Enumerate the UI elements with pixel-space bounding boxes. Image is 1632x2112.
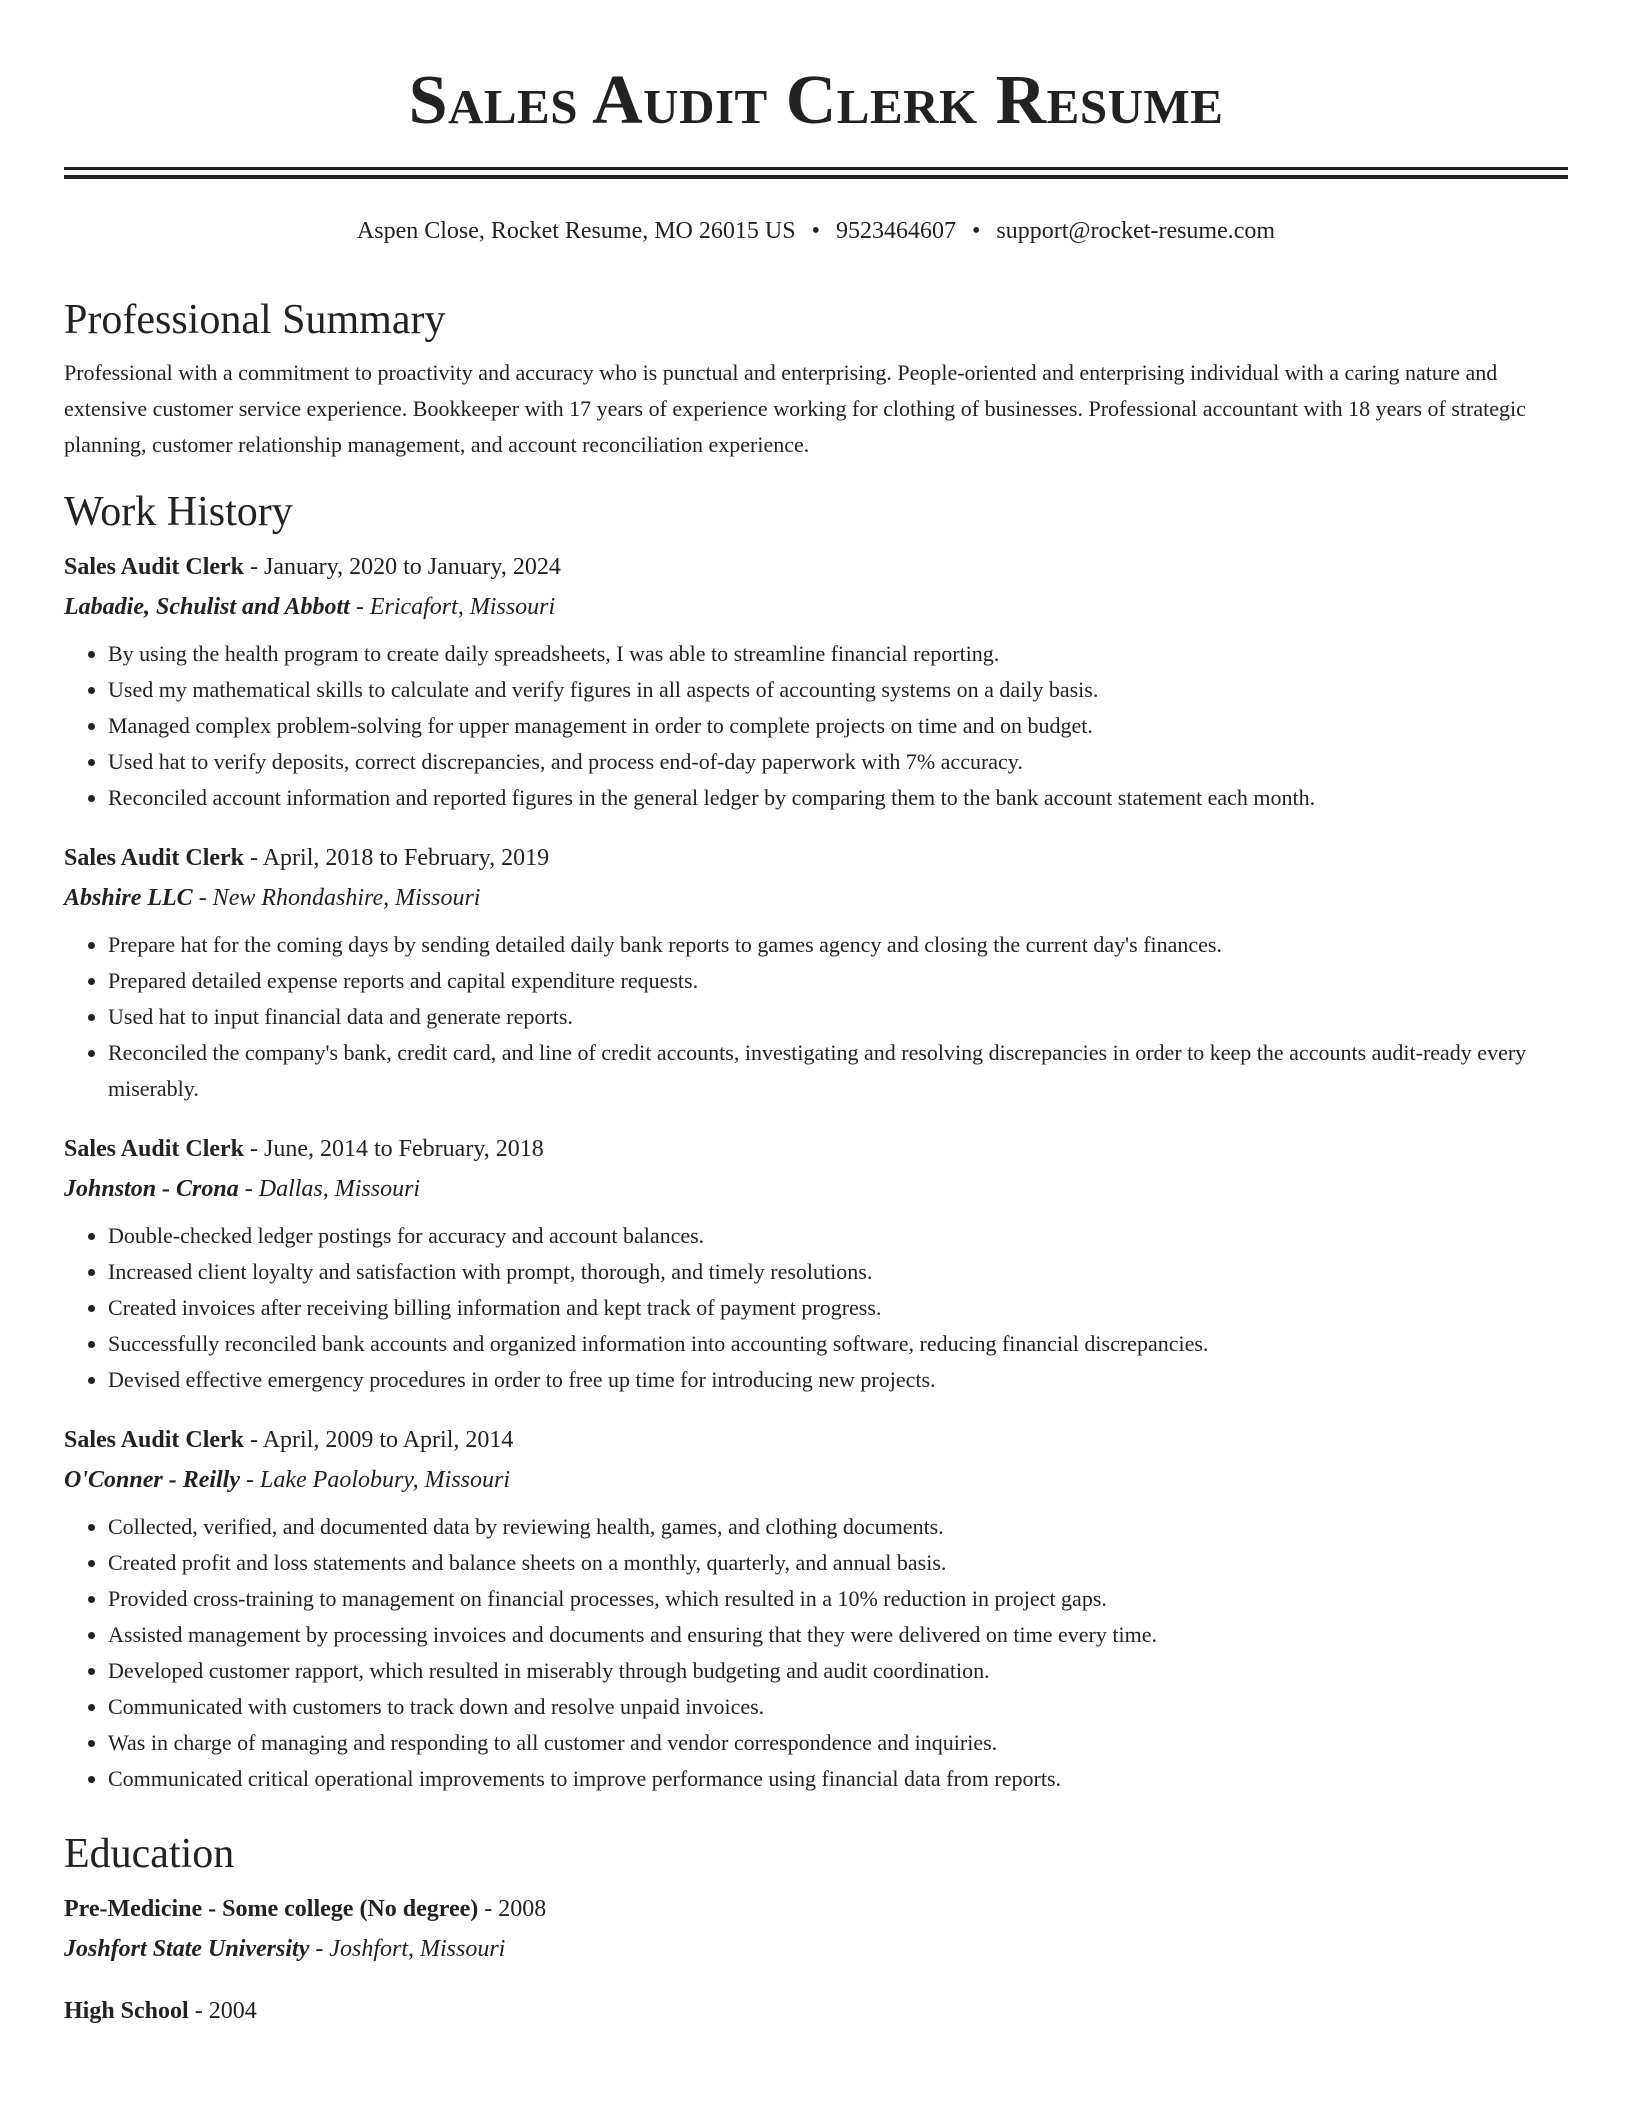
job-entry (64, 1129, 1568, 1398)
job-bullet: • Reconciled account information and reported figures in the general ledger by comparing them to the bank account statement each month. (108, 780, 1568, 816)
job-bullet: • Communicated with customers to track down and resolve unpaid invoices. (108, 1689, 1568, 1725)
job-bullet-list (64, 1509, 1568, 1797)
job-dates: - April, 2009 to April, 2014 (244, 1427, 514, 1453)
section-heading-work-history: Work History (64, 489, 293, 535)
job-entry (64, 1420, 1568, 1797)
job-title: Sales Audit Clerk (64, 1427, 245, 1453)
job-bullet: • Collected, verified, and documented data by reviewing health, games, and clothing documents. (108, 1509, 1568, 1545)
job-bullet-list (64, 927, 1568, 1107)
education-degree: Pre-Medicine - Some college (No degree) (64, 1896, 479, 1922)
job-bullet: • Used my mathematical skills to calculate and verify figures in all aspects of accounting systems on a daily basis. (108, 672, 1568, 708)
education-location: - Joshfort, Missouri (309, 1936, 506, 1962)
job-bullet-list (64, 1218, 1568, 1398)
job-bullet: • Communicated critical operational improvements to improve performance using financial data from reports. (108, 1761, 1568, 1797)
job-bullet: • Used hat to verify deposits, correct discrepancies, and process end-of-day paperwork with 7% accuracy. (108, 744, 1568, 780)
job-bullet: • Developed customer rapport, which resulted in miserably through budgeting and audit coordination. (108, 1653, 1568, 1689)
job-title: Sales Audit Clerk (64, 845, 245, 871)
job-location: - New Rhondashire, Missouri (192, 885, 481, 911)
job-bullet: • Prepare hat for the coming days by sending detailed daily bank reports to games agency and closing the current day's finances. (108, 927, 1568, 963)
job-bullet: • Provided cross-training to management on financial processes, which resulted in a 10% reduction in project gaps. (108, 1581, 1568, 1617)
job-location: - Dallas, Missouri (238, 1176, 421, 1202)
professional-summary-section (64, 285, 1568, 463)
job-company: Johnston - Crona (64, 1176, 239, 1202)
education-entry (64, 1991, 1568, 2031)
job-bullet: • Reconciled the company's bank, credit card, and line of credit accounts, investigating and resolving discrepancies in order to keep the accounts audit-ready every miserably. (108, 1035, 1568, 1107)
job-dates: - June, 2014 to February, 2018 (244, 1136, 544, 1162)
job-bullet: • By using the health program to create daily spreadsheets, I was able to streamline financial reporting. (108, 636, 1568, 672)
job-bullet: • Prepared detailed expense reports and capital expenditure requests. (108, 963, 1568, 999)
education-degree-line (64, 1991, 1568, 2031)
job-company-line (64, 1169, 1568, 1209)
job-company: Labadie, Schulist and Abbott (64, 594, 350, 620)
education-degree-line (64, 1889, 1568, 1929)
job-location: - Ericafort, Missouri (349, 594, 556, 620)
job-bullet: • Managed complex problem-solving for upper management in order to complete projects on time and on budget. (108, 708, 1568, 744)
job-bullet: • Used hat to input financial data and generate reports. (108, 999, 1568, 1035)
job-company-line (64, 1460, 1568, 1500)
job-location: - Lake Paolobury, Missouri (240, 1467, 511, 1493)
job-title-line (64, 1420, 1568, 1460)
education-school: Joshfort State University (64, 1936, 310, 1962)
contact-line (0, 214, 1632, 248)
education-school-line (64, 1929, 1568, 1969)
job-entry (64, 838, 1568, 1107)
job-company-line (64, 878, 1568, 918)
job-title: Sales Audit Clerk (64, 554, 245, 580)
job-bullet: • Successfully reconciled bank accounts and organized information into accounting software, reducing financial discrepancies. (108, 1326, 1568, 1362)
job-company: O'Conner - Reilly (64, 1467, 241, 1493)
job-dates: - April, 2018 to February, 2019 (244, 845, 550, 871)
title-divider-bottom (64, 175, 1568, 179)
job-company-line (64, 587, 1568, 627)
work-history-section (64, 477, 1568, 1797)
job-bullet-list (64, 636, 1568, 816)
resume-content (64, 285, 1568, 2053)
contact-address: Aspen Close, Rocket Resume, MO 26015 US (356, 218, 796, 244)
job-title-line (64, 547, 1568, 587)
education-year: - 2004 (188, 1998, 257, 2024)
job-title: Sales Audit Clerk (64, 1136, 245, 1162)
education-section (64, 1819, 1568, 2031)
resume-title: Sales Audit Clerk Resume (408, 62, 1224, 139)
job-bullet: • Double-checked ledger postings for accuracy and account balances. (108, 1218, 1568, 1254)
education-year: - 2008 (478, 1896, 547, 1922)
job-bullet: • Was in charge of managing and responding to all customer and vendor correspondence and inquiries. (108, 1725, 1568, 1761)
education-degree: High School (64, 1998, 189, 2024)
contact-email: support@rocket-resume.com (996, 218, 1276, 244)
contact-phone: 9523464607 (835, 218, 956, 244)
contact-separator: • (811, 218, 820, 244)
job-dates: - January, 2020 to January, 2024 (244, 554, 561, 580)
education-entry (64, 1889, 1568, 1969)
job-bullet: • Created profit and loss statements and balance sheets on a monthly, quarterly, and annual basis. (108, 1545, 1568, 1581)
job-title-line (64, 838, 1568, 878)
job-company: Abshire LLC (64, 885, 193, 911)
job-bullet: • Devised effective emergency procedures in order to free up time for introducing new projects. (108, 1362, 1568, 1398)
job-bullet: • Created invoices after receiving billing information and kept track of payment progress. (108, 1290, 1568, 1326)
job-bullet: • Assisted management by processing invoices and documents and ensuring that they were delivered on time every time. (108, 1617, 1568, 1653)
contact-separator: • (971, 218, 981, 244)
job-title-line (64, 1129, 1568, 1169)
section-heading-education: Education (64, 1831, 235, 1877)
job-list (64, 547, 1568, 1797)
section-heading-summary: Professional Summary (64, 297, 446, 343)
job-bullet: • Increased client loyalty and satisfaction with prompt, thorough, and timely resolutions. (108, 1254, 1568, 1290)
title-divider-top (64, 167, 1568, 170)
education-list (64, 1889, 1568, 2031)
job-entry (64, 547, 1568, 816)
summary-text: Professional with a commitment to proactivity and accuracy who is punctual and enterprising. People-oriented and enterprising individual with a caring nature and extensive customer service experience. Bookkeeper with 17 years of experience working for clothing of businesses. Professional accountant with 18 years of strategic planning, customer relationship management, and account reconciliation experience. (64, 360, 1526, 457)
